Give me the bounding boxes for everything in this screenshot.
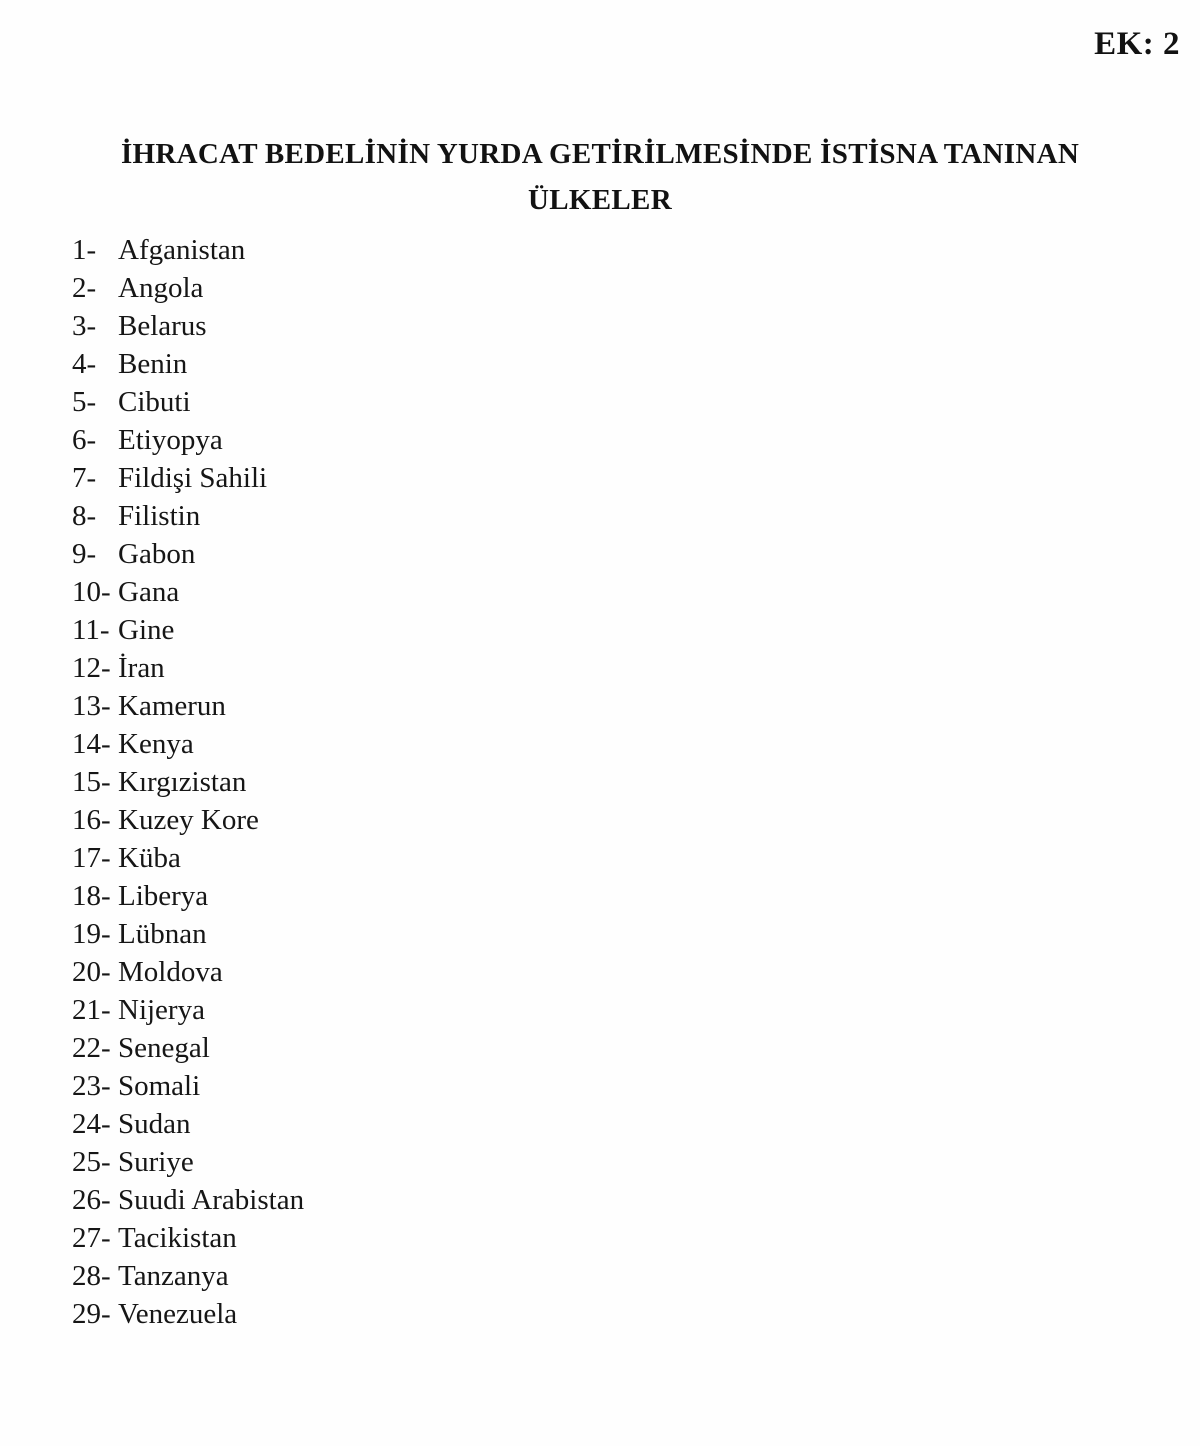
list-item — [72, 953, 1140, 991]
item-number: 14- — [72, 728, 111, 760]
country-name: Kırgızistan — [118, 766, 247, 798]
list-item — [72, 1143, 1140, 1181]
list-item — [72, 383, 1140, 421]
item-number: 19- — [72, 918, 111, 950]
item-number: 22- — [72, 1032, 111, 1064]
list-item — [72, 1181, 1140, 1219]
item-number: 29- — [72, 1298, 111, 1330]
country-name: İran — [118, 652, 165, 684]
list-item — [72, 1295, 1140, 1333]
item-number: 28- — [72, 1260, 111, 1292]
item-number: 12- — [72, 652, 111, 684]
list-item — [72, 991, 1140, 1029]
list-item — [72, 763, 1140, 801]
item-number: 6- — [72, 424, 97, 456]
country-name: Moldova — [118, 956, 223, 988]
list-item — [72, 725, 1140, 763]
document-title-line2: ÜLKELER — [528, 184, 672, 216]
list-item — [72, 915, 1140, 953]
country-name: Cibuti — [118, 386, 191, 418]
item-number: 5- — [72, 386, 97, 418]
item-number: 3- — [72, 310, 97, 342]
item-number: 8- — [72, 500, 97, 532]
country-name: Gabon — [118, 538, 196, 570]
country-name: Küba — [118, 842, 181, 874]
country-name: Nijerya — [118, 994, 205, 1026]
list-item — [72, 877, 1140, 915]
country-name: Tacikistan — [118, 1222, 237, 1254]
list-item — [72, 1105, 1140, 1143]
country-name: Somali — [118, 1070, 201, 1102]
country-name: Gana — [118, 576, 180, 608]
country-name: Etiyopya — [118, 424, 223, 456]
list-item — [72, 459, 1140, 497]
item-number: 18- — [72, 880, 111, 912]
item-number: 4- — [72, 348, 97, 380]
country-name: Kenya — [118, 728, 194, 760]
list-item — [72, 345, 1140, 383]
item-number: 2- — [72, 272, 97, 304]
country-name: Suudi Arabistan — [118, 1184, 305, 1216]
item-number: 15- — [72, 766, 111, 798]
country-name: Filistin — [118, 500, 201, 532]
list-item — [72, 421, 1140, 459]
item-number: 23- — [72, 1070, 111, 1102]
country-name: Tanzanya — [118, 1260, 229, 1292]
item-number: 25- — [72, 1146, 111, 1178]
item-number: 17- — [72, 842, 111, 874]
list-item — [72, 839, 1140, 877]
list-item — [72, 1219, 1140, 1257]
list-item — [72, 1067, 1140, 1105]
list-item — [72, 269, 1140, 307]
list-item — [72, 649, 1140, 687]
list-item — [72, 1257, 1140, 1295]
country-name: Liberya — [118, 880, 209, 912]
list-item — [72, 801, 1140, 839]
item-number: 16- — [72, 804, 111, 836]
item-number: 27- — [72, 1222, 111, 1254]
document-title — [0, 131, 1200, 223]
country-name: Sudan — [118, 1108, 191, 1140]
country-name: Belarus — [118, 310, 207, 342]
country-name: Kuzey Kore — [118, 804, 259, 836]
item-number: 7- — [72, 462, 97, 494]
list-item — [72, 573, 1140, 611]
item-number: 26- — [72, 1184, 111, 1216]
item-number: 20- — [72, 956, 111, 988]
country-name: Gine — [118, 614, 175, 646]
country-name: Lübnan — [118, 918, 207, 950]
country-name: Benin — [118, 348, 188, 380]
list-item — [72, 611, 1140, 649]
country-name: Senegal — [118, 1032, 210, 1064]
document-title-line1: İHRACAT BEDELİNİN YURDA GETİRİLMESİNDE İSTİSNA TANINAN — [120, 138, 1080, 170]
country-name: Afganistan — [118, 234, 246, 266]
list-item — [72, 535, 1140, 573]
country-list — [72, 231, 1140, 1333]
item-number: 9- — [72, 538, 97, 570]
item-number: 1- — [72, 234, 97, 266]
country-name: Kamerun — [118, 690, 226, 722]
annex-label: EK: 2 — [1094, 26, 1180, 62]
country-name: Fildişi Sahili — [118, 462, 268, 494]
country-name: Angola — [118, 272, 204, 304]
country-name: Suriye — [118, 1146, 194, 1178]
item-number: 13- — [72, 690, 111, 722]
list-item — [72, 307, 1140, 345]
list-item — [72, 497, 1140, 535]
item-number: 21- — [72, 994, 111, 1026]
item-number: 11- — [72, 614, 110, 646]
country-name: Venezuela — [118, 1298, 238, 1330]
list-item — [72, 1029, 1140, 1067]
item-number: 10- — [72, 576, 111, 608]
list-item — [72, 687, 1140, 725]
item-number: 24- — [72, 1108, 111, 1140]
list-item — [72, 231, 1140, 269]
